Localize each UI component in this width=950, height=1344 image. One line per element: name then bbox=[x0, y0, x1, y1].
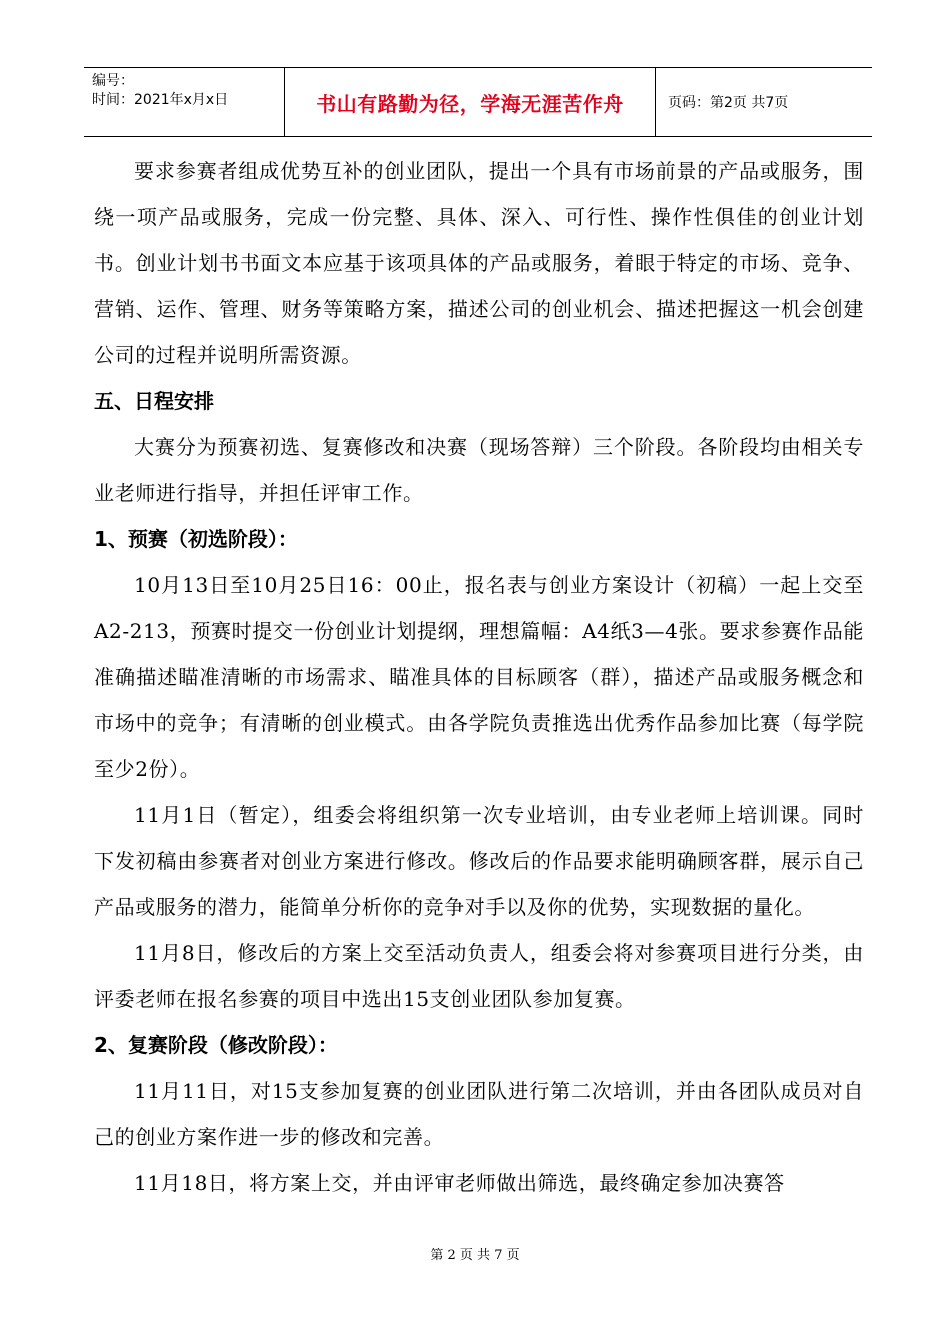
paragraph: 11月11日，对15支参加复赛的创业团队进行第二次培训，并由各团队成员对自己的创业方案作进一步的修改和完善。 bbox=[94, 1079, 864, 1149]
page-footer: 第 2 页 共 7 页 bbox=[430, 1248, 520, 1263]
header-meta bbox=[84, 68, 284, 136]
subsection-heading: 1、预赛（初选阶段）： bbox=[94, 527, 298, 551]
document-body bbox=[94, 148, 864, 1206]
paragraph: 10月13日至10月25日16：00止，报名表与创业方案设计（初稿）一起上交至A2-213，预赛时提交一份创业计划提纲，理想篇幅：A4纸3—4张。要求参赛作品能准确描述瞄准清晰的市场需求、瞄准具体的目标顾客（群），描述产品或服务概念和市场中的竞争；有清晰的创业模式。由各学院负责推选出优秀作品参加比赛（每学院至少2份）。 bbox=[94, 573, 864, 781]
paragraph: 11月1日（暂定），组委会将组织第一次专业培训，由专业老师上培训课。同时下发初稿由参赛者对创业方案进行修改。修改后的作品要求能明确顾客群，展示自己产品或服务的潜力，能简单分析你的竞争对手以及你的优势，实现数据的量化。 bbox=[94, 803, 864, 919]
section-heading: 五、日程安排 bbox=[94, 389, 214, 413]
subsection-heading: 2、复赛阶段（修改阶段）： bbox=[94, 1033, 338, 1057]
paragraph: 要求参赛者组成优势互补的创业团队，提出一个具有市场前景的产品或服务，围绕一项产品或服务，完成一份完整、具体、深入、可行性、操作性俱佳的创业计划书。创业计划书书面文本应基于该项具体的产品或服务，着眼于特定的市场、竞争、营销、运作、管理、财务等策略方案，描述公司的创业机会、描述把握这一机会创建公司的过程并说明所需资源。 bbox=[94, 159, 864, 367]
paragraph: 大赛分为预赛初选、复赛修改和决赛（现场答辩）三个阶段。各阶段均由相关专业老师进行指导，并担任评审工作。 bbox=[94, 435, 864, 505]
document-time-label: 时间：2021年x月x日 bbox=[92, 92, 229, 108]
paragraph: 11月8日，修改后的方案上交至活动负责人，组委会将对参赛项目进行分类，由评委老师在报名参赛的项目中选出15支创业团队参加复赛。 bbox=[94, 941, 864, 1011]
paragraph: 11月18日，将方案上交，并由评审老师做出筛选，最终确定参加决赛答 bbox=[134, 1171, 785, 1195]
page-header bbox=[84, 67, 872, 137]
header-motto: 书山有路勤为径，学海无涯苦作舟 bbox=[284, 68, 656, 136]
header-page-number: 页码：第2页 共7页 bbox=[668, 95, 789, 111]
document-number-label: 编号： bbox=[92, 73, 134, 89]
